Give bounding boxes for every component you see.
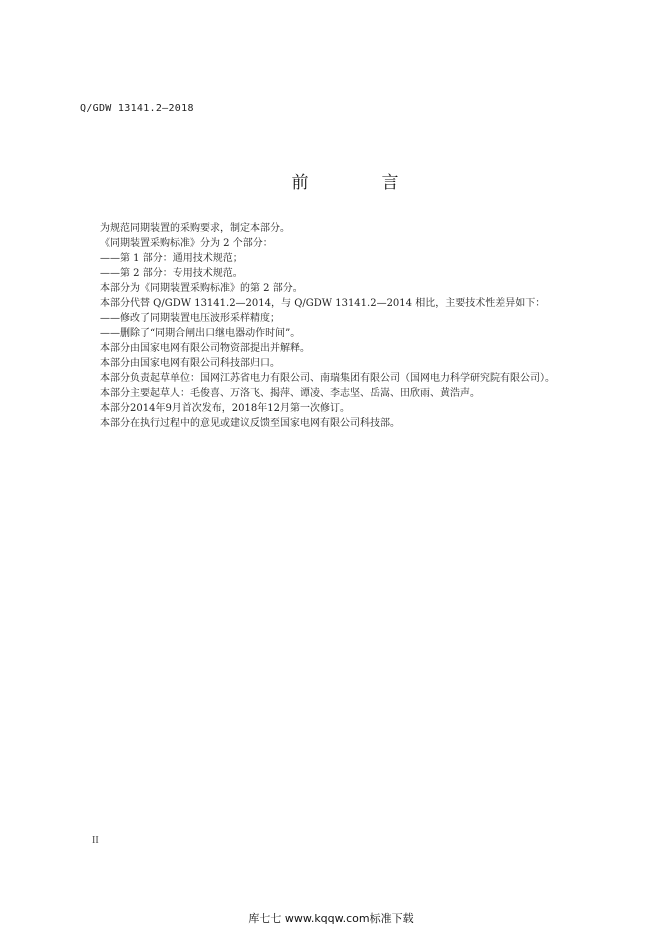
paragraph: 本部分为《同期装置采购标准》的第 2 部分。	[100, 283, 303, 294]
footer-watermark: 库七七 www.kqqw.com标准下载	[248, 912, 414, 925]
paragraph: ——第 2 部分：专用技术规范。	[100, 268, 243, 279]
paragraph: ——删除了“同期合闸出口继电器动作时间”。	[100, 328, 301, 339]
paragraph: 本部分由国家电网有限公司科技部归口。	[100, 358, 280, 369]
document-code: Q/GDW 13141.2—2018	[80, 103, 194, 114]
paragraph: 本部分由国家电网有限公司物资部提出并解释。	[100, 343, 310, 354]
paragraph: 本部分主要起草人：毛俊喜、万洛飞、揭萍、谭凌、李志坚、岳嵩、田欣雨、黄浩声。	[100, 388, 480, 399]
page-number: II	[92, 835, 99, 846]
paragraph: ——第 1 部分：通用技术规范；	[100, 253, 243, 264]
paragraph: 为规范同期装置的采购要求，制定本部分。	[100, 223, 290, 234]
paragraph: 本部分代替 Q/GDW 13141.2—2014，与 Q/GDW 13141.2—2014 相比，主要技术性差异如下：	[100, 298, 546, 309]
paragraph: 《同期装置采购标准》分为 2 个部分：	[100, 238, 273, 249]
foreword-body	[80, 221, 586, 431]
paragraph: 本部分2014年9月首次发布，2018年12月第一次修订。	[100, 403, 350, 414]
paragraph: 本部分负责起草单位：国网江苏省电力有限公司、南瑞集团有限公司（国网电力科学研究院有限公司）。	[100, 373, 555, 384]
paragraph: 本部分在执行过程中的意见或建议反馈至国家电网有限公司科技部。	[100, 418, 400, 429]
paragraph: ——修改了同期装置电压波形采样精度；	[100, 313, 280, 324]
page-title: 前 言	[291, 173, 427, 193]
